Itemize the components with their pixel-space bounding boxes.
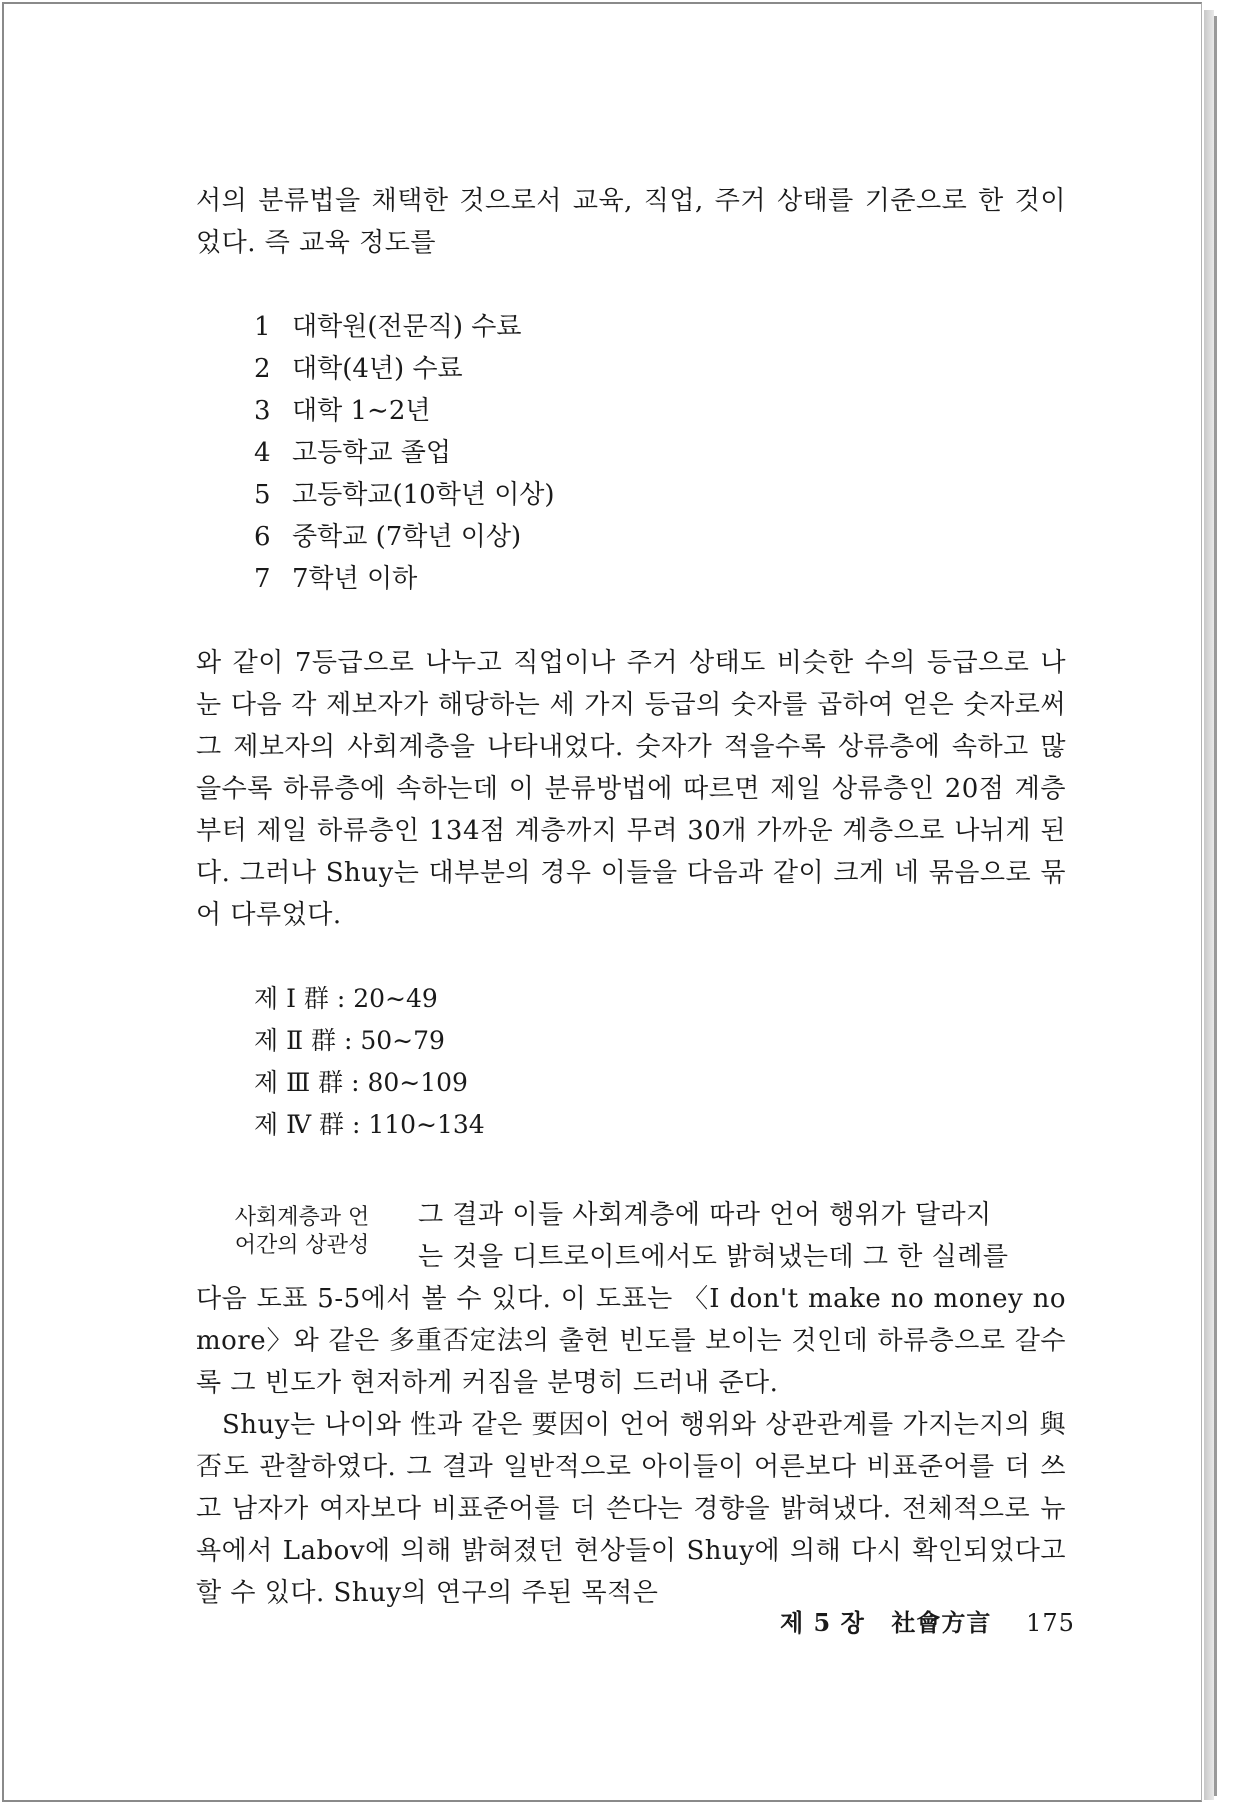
paragraph-3-rest: 다음 도표 5-5에서 볼 수 있다. 이 도표는 〈I don't make no money no more〉와 같은 多重否定法의 출현 빈도를 보이는 것인데 하류층으로 갈수록 그 빈도가 현저하게 커짐을 분명히 드러내 준다. xyxy=(196,1284,1066,1398)
education-level-list xyxy=(254,306,1066,600)
list-item-number: 6 xyxy=(254,522,271,552)
group-item: 제 Ⅱ 群 : 50∼79 xyxy=(254,1026,445,1055)
list-item-number: 1 xyxy=(254,312,271,342)
side-heading-line: 사회계층과 언 xyxy=(234,1205,370,1230)
list-item-number: 2 xyxy=(254,354,271,384)
group-item: 제 Ⅰ 群 : 20∼49 xyxy=(254,984,438,1013)
page-edge-shadow xyxy=(1204,10,1214,1800)
running-footer xyxy=(780,1603,1075,1638)
footer-title: 社會方言 xyxy=(891,1608,992,1637)
paragraph-1: 서의 분류법을 채택한 것으로서 교육, 직업, 주거 상태를 기준으로 한 것이었다. 즉 교육 정도를 xyxy=(196,186,1066,258)
list-item-text: 중학교 (7학년 이상) xyxy=(292,522,522,552)
paragraph-4: Shuy는 나이와 性과 같은 要因이 언어 행위와 상관관계를 가지는지의 與否도 관찰하였다. 그 결과 일반적으로 아이들이 어른보다 비표준어를 더 쓰고 남자가 여자보다 비표준어를 더 쓴다는 경향을 밝혀냈다. 전체적으로 뉴욕에서 Labov에 의해 밝혀졌던 현상들이 Shuy에 의해 다시 확인되었다고 할 수 있다. Shuy의 연구의 주된 목적은 xyxy=(196,1410,1066,1608)
page-content xyxy=(196,180,1066,1614)
group-list xyxy=(254,978,1066,1146)
list-item-text: 대학 1∼2년 xyxy=(292,396,431,426)
paragraph-3-line-2: 는 것을 디트로이트에서도 밝혀냈는데 그 한 실례를 xyxy=(418,1242,1009,1272)
side-heading xyxy=(218,1204,386,1260)
list-item-number: 3 xyxy=(254,396,271,426)
section-correlation xyxy=(196,1194,1066,1614)
paragraph-2: 와 같이 7등급으로 나누고 직업이나 주거 상태도 비슷한 수의 등급으로 나눈 다음 각 제보자가 해당하는 세 가지 등급의 숫자를 곱하여 얻은 숫자로써 그 제보자의 사회계층을 나타내었다. 숫자가 적을수록 상류층에 속하고 많을수록 하류층에 속하는데 이 분류방법에 따르면 제일 상류층인 20점 계층부터 제일 하류층인 134점 계층까지 무려 30개 가까운 계층으로 나뉘게 된다. 그러나 Shuy는 대부분의 경우 이들을 다음과 같이 크게 네 묶음으로 묶어 다루었다. xyxy=(196,648,1066,930)
list-item-text: 대학(4년) 수료 xyxy=(292,354,463,384)
list-item-number: 4 xyxy=(254,438,271,468)
list-item-number: 7 xyxy=(254,564,271,594)
list-item-text: 고등학교 졸업 xyxy=(292,438,451,468)
list-item xyxy=(254,516,1066,558)
list-item-text: 고등학교(10학년 이상) xyxy=(292,480,555,510)
page-edge-line xyxy=(1214,16,1217,1796)
list-item xyxy=(254,558,1066,600)
paragraph-3-line-1: 그 결과 이들 사회계층에 따라 언어 행위가 달라지 xyxy=(418,1200,992,1230)
group-item: 제 Ⅳ 群 : 110∼134 xyxy=(254,1110,485,1139)
list-item xyxy=(254,390,1066,432)
list-item xyxy=(254,474,1066,516)
group-item: 제 Ⅲ 群 : 80∼109 xyxy=(254,1068,468,1097)
side-heading-line: 어간의 상관성 xyxy=(234,1233,370,1258)
list-item xyxy=(254,306,1066,348)
list-item-number: 5 xyxy=(254,480,271,510)
page-number: 175 xyxy=(1026,1609,1075,1637)
list-item-text: 대학원(전문직) 수료 xyxy=(292,312,522,342)
list-item-text: 7학년 이하 xyxy=(292,564,418,594)
list-item xyxy=(254,348,1066,390)
footer-chapter: 제 5 장 xyxy=(780,1608,865,1637)
list-item xyxy=(254,432,1066,474)
